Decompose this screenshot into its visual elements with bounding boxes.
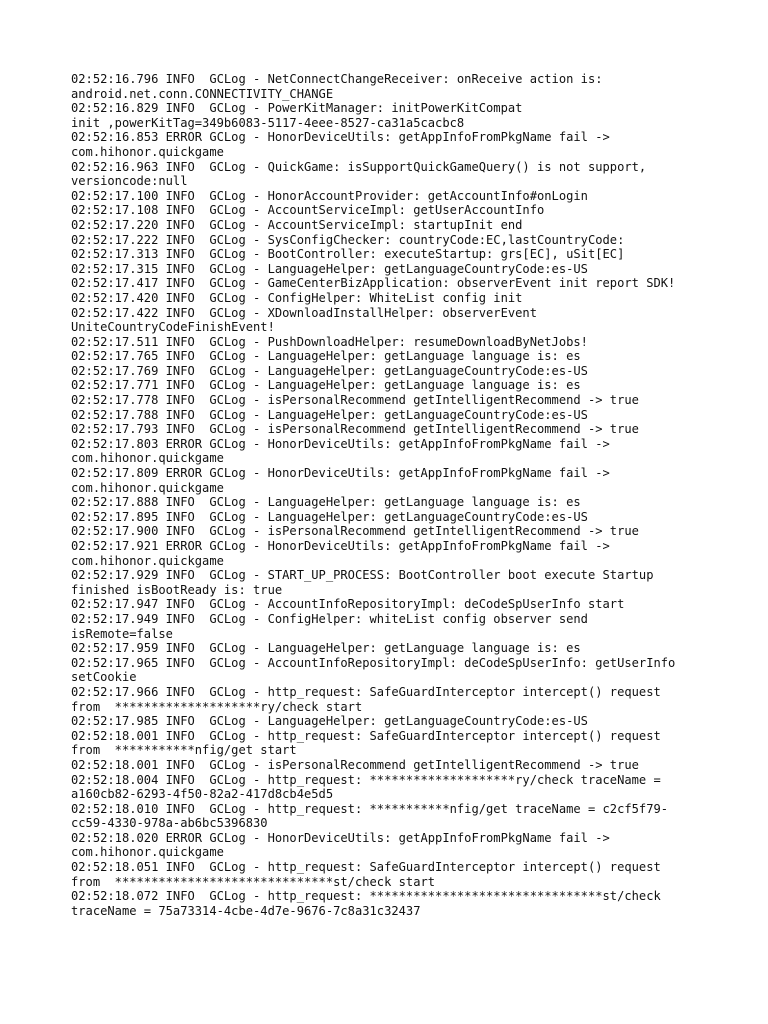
log-line: 02:52:17.100 INFO GCLog - HonorAccountProvider: getAccountInfo#onLogin [71,188,588,203]
log-line: 02:52:17.921 ERROR GCLog - HonorDeviceUtils: getAppInfoFromPkgName fail -> [71,539,610,553]
log-line: 02:52:17.511 INFO GCLog - PushDownloadHelper: resumeDownloadByNetJobs! [71,334,588,349]
log-line: com.hihonor.quickgame [71,144,224,159]
log-line: android.net.conn.CONNECTIVITY_CHANGE [71,86,334,101]
log-line: 02:52:16.829 INFO GCLog - PowerKitManager: initPowerKitCompat [71,101,523,116]
log-line: 02:52:17.788 INFO GCLog - LanguageHelper: getLanguageCountryCode:es-US [71,407,588,422]
log-line: cc59-4330-978a-ab6bc5396830 [71,816,268,831]
log-line: from ***********nfig/get start [71,743,297,758]
log-line: 02:52:17.220 INFO GCLog - AccountServiceImpl: startupInit end [71,217,523,232]
log-line: com.hihonor.quickgame [71,845,224,860]
log-line: isRemote=false [71,626,173,641]
log-line: 02:52:17.778 INFO GCLog - isPersonalRecommend getIntelligentRecommend -> true [71,393,639,408]
log-line: 02:52:17.959 INFO GCLog - LanguageHelper: getLanguage language is: es [71,641,581,656]
log-line: from ********************ry/check start [71,699,363,714]
log-line: 02:52:17.803 ERROR GCLog - HonorDeviceUtils: getAppInfoFromPkgName fail -> [71,436,610,451]
log-line: 02:52:17.900 INFO GCLog - isPersonalRecommend getIntelligentRecommend -> true [71,524,639,539]
log-line: 02:52:17.888 INFO GCLog - LanguageHelper: getLanguage language is: es [71,495,581,510]
log-line: 02:52:17.222 INFO GCLog - SysConfigChecker: countryCode:EC,lastCountryCode: [71,232,625,247]
log-line: 02:52:17.769 INFO GCLog - LanguageHelper: getLanguageCountryCode:es-US [71,363,588,378]
log-line: 02:52:18.020 ERROR GCLog - HonorDeviceUtils: getAppInfoFromPkgName fail -> [71,830,610,845]
log-line: 02:52:18.001 INFO GCLog - isPersonalRecommend getIntelligentRecommend -> true [71,757,639,772]
log-line: com.hihonor.quickgame [71,553,224,568]
log-line: a160cb82-6293-4f50-82a2-417d8cb4e5d5 [71,787,334,802]
log-line: 02:52:17.793 INFO GCLog - isPersonalRecommend getIntelligentRecommend -> true [71,422,639,437]
log-line: UniteCountryCodeFinishEvent! [71,320,275,335]
log-line: traceName = 75a73314-4cbe-4d7e-9676-7c8a31c32437 [71,903,421,918]
log-line: 02:52:16.963 INFO GCLog - QuickGame: isSupportQuickGameQuery() is not support, [71,159,647,174]
log-line: 02:52:18.072 INFO GCLog - http_request: ********************************st/check [71,889,661,904]
log-line: 02:52:17.809 ERROR GCLog - HonorDeviceUtils: getAppInfoFromPkgName fail -> [71,466,610,481]
log-line: com.hihonor.quickgame [71,451,224,466]
log-line: 02:52:17.422 INFO GCLog - XDownloadInstallHelper: observerEvent [71,305,537,320]
log-line: finished isBootReady is: true [71,582,283,597]
log-line: 02:52:17.771 INFO GCLog - LanguageHelper: getLanguage language is: es [71,378,581,393]
log-line: from ******************************st/check start [71,874,436,889]
log-line: 02:52:17.313 INFO GCLog - BootController: executeStartup: grs[EC], uSit[EC] [71,247,625,262]
log-line: 02:52:17.315 INFO GCLog - LanguageHelper: getLanguageCountryCode:es-US [71,261,588,276]
log-line: 02:52:18.004 INFO GCLog - http_request: ********************ry/check traceName = [71,772,661,787]
log-line: 02:52:17.985 INFO GCLog - LanguageHelper: getLanguageCountryCode:es-US [71,714,588,729]
log-line: 02:52:17.765 INFO GCLog - LanguageHelper: getLanguage language is: es [71,349,581,364]
log-text-block [71,72,711,918]
log-line: 02:52:17.108 INFO GCLog - AccountServiceImpl: getUserAccountInfo [71,203,545,218]
log-line: 02:52:17.417 INFO GCLog - GameCenterBizApplication: observerEvent init report SDK! [71,276,676,291]
log-line: 02:52:17.929 INFO GCLog - START_UP_PROCESS: BootController boot execute Startup [71,568,654,583]
log-line: setCookie [71,670,137,685]
log-line: 02:52:18.051 INFO GCLog - http_request: SafeGuardInterceptor intercept() request [71,860,661,875]
log-line: 02:52:18.010 INFO GCLog - http_request: ***********nfig/get traceName = c2cf5f79- [71,801,669,816]
log-line: 02:52:16.796 INFO GCLog - NetConnectChangeReceiver: onReceive action is: [71,72,603,86]
log-line: 02:52:17.965 INFO GCLog - AccountInfoRepositoryImpl: deCodeSpUserInfo: getUserInfo [71,655,676,670]
log-line: versioncode:null [71,174,188,189]
log-line: 02:52:17.420 INFO GCLog - ConfigHelper: WhiteList config init [71,290,523,305]
log-line: 02:52:17.966 INFO GCLog - http_request: SafeGuardInterceptor intercept() request [71,684,661,699]
log-line: com.hihonor.quickgame [71,480,224,495]
log-line: 02:52:17.949 INFO GCLog - ConfigHelper: whiteList config observer send [71,611,588,626]
log-line: 02:52:18.001 INFO GCLog - http_request: SafeGuardInterceptor intercept() request [71,728,661,743]
log-line: 02:52:17.895 INFO GCLog - LanguageHelper: getLanguageCountryCode:es-US [71,509,588,524]
log-line: 02:52:17.947 INFO GCLog - AccountInfoRepositoryImpl: deCodeSpUserInfo start [71,597,625,612]
log-line: init ,powerKitTag=349b6083-5117-4eee-8527-ca31a5cacbc8 [71,115,465,130]
log-line: 02:52:16.853 ERROR GCLog - HonorDeviceUtils: getAppInfoFromPkgName fail -> [71,130,610,145]
